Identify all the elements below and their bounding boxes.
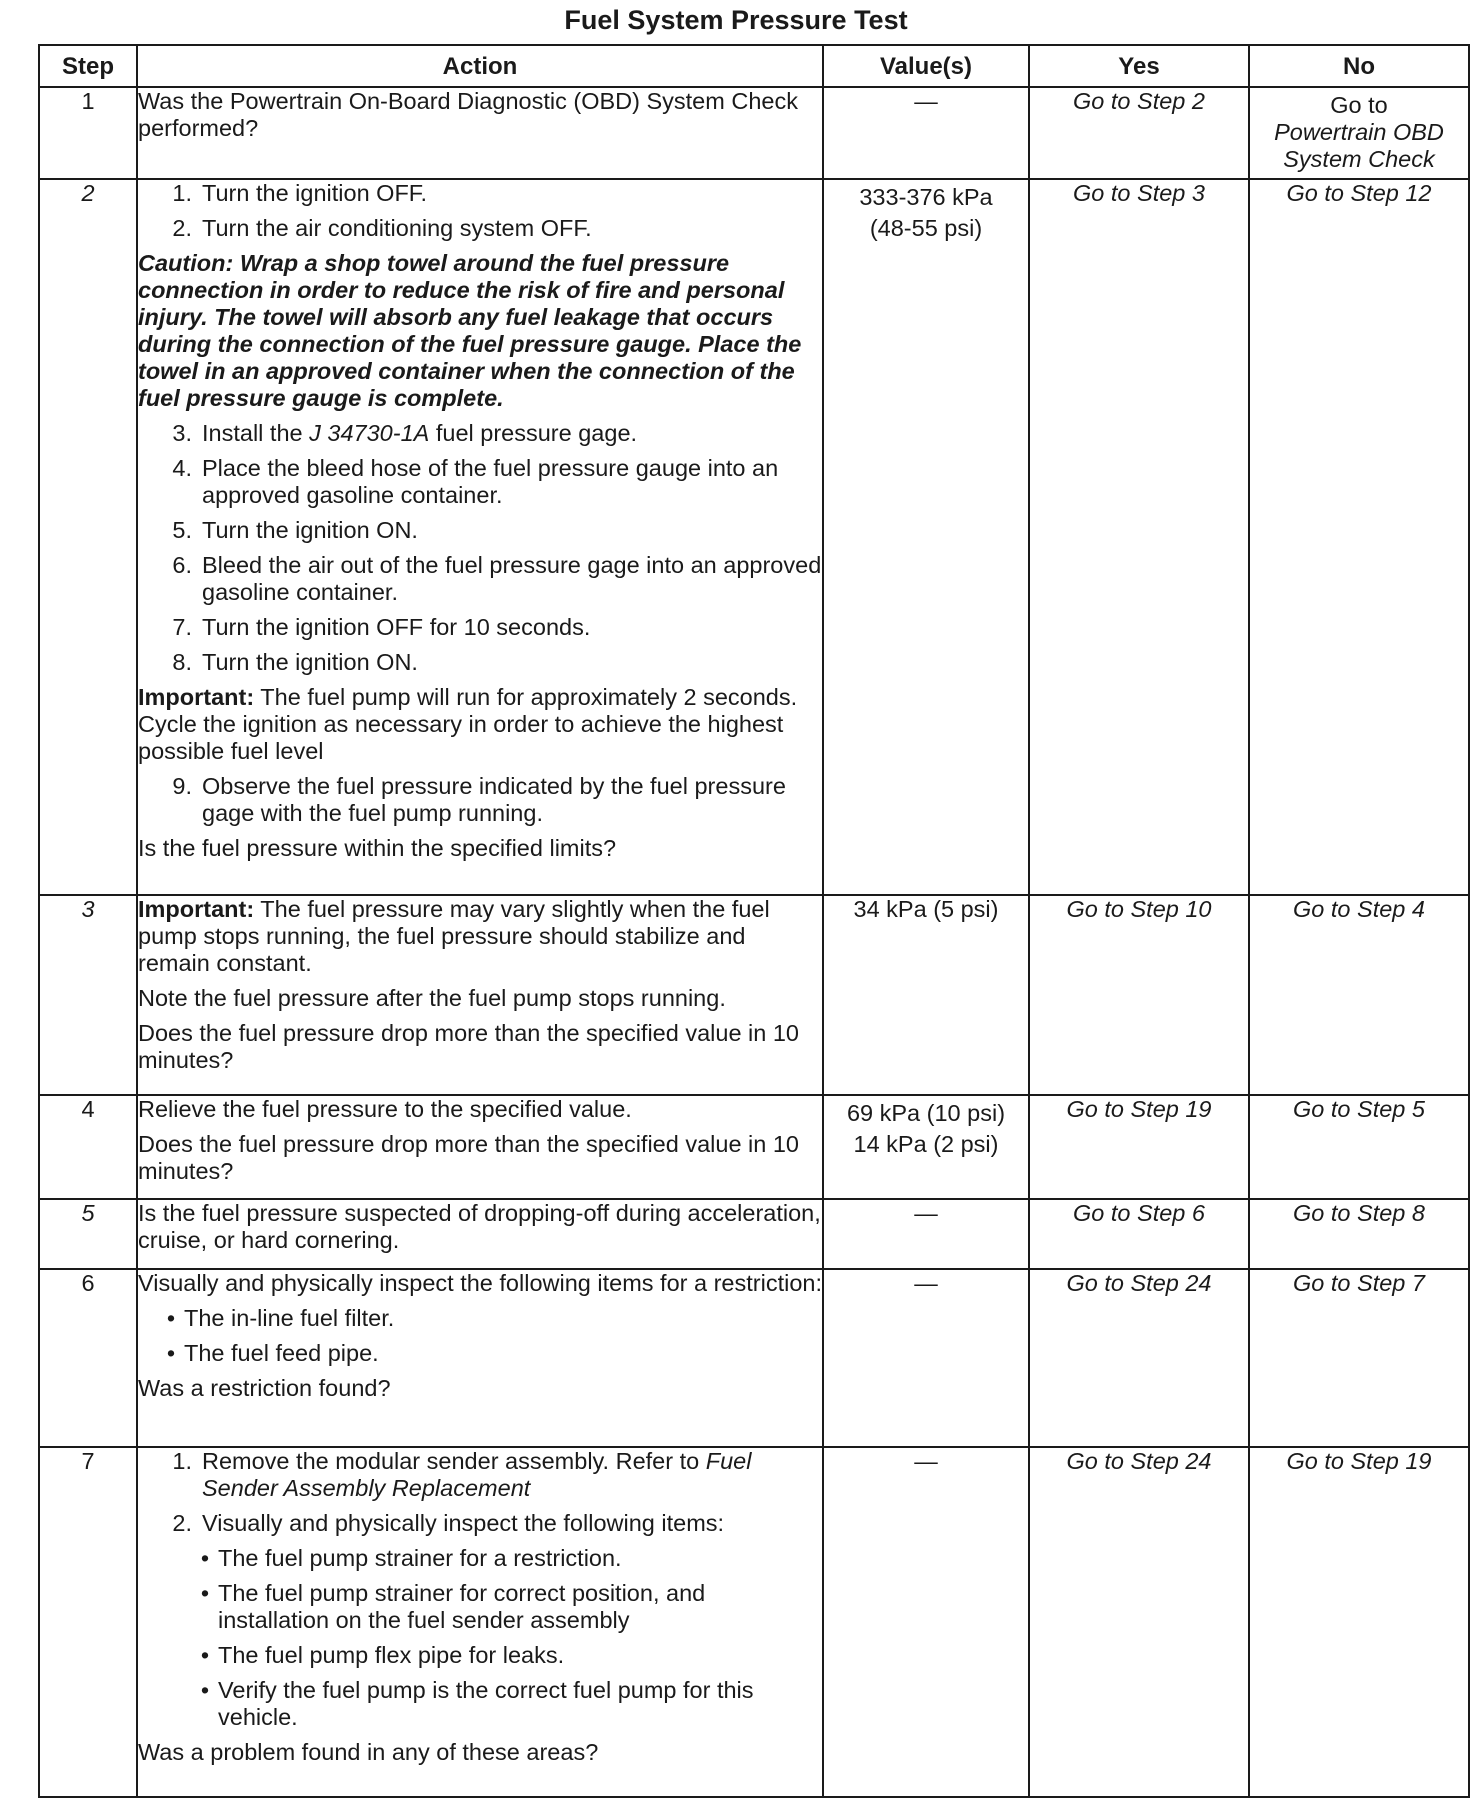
no-link[interactable]: Go to Step 8 <box>1249 1199 1469 1269</box>
header-yes: Yes <box>1029 45 1249 87</box>
step-number: 1 <box>39 87 137 179</box>
no-go-to: Go to <box>1330 92 1388 118</box>
list-item: 4. Place the bleed hose of the fuel pressure gauge into an approved gasoline container. <box>172 455 779 508</box>
action-cell <box>137 1095 823 1199</box>
list-item: 7. Turn the ignition OFF for 10 seconds. <box>172 614 591 640</box>
yes-link[interactable]: Go to Step 24 <box>1029 1447 1249 1797</box>
note: Note the fuel pressure after the fuel pump stops running. <box>138 985 726 1011</box>
question: Does the fuel pressure drop more than the specified value in 10 minutes? <box>138 1131 800 1184</box>
action-cell <box>137 1447 823 1797</box>
action-cell <box>137 87 823 179</box>
value-cell: — <box>823 1447 1029 1797</box>
question: Is the fuel pressure suspected of dropping-off during acceleration, cruise, or hard cornering. <box>138 1200 821 1253</box>
list-item: 9. Observe the fuel pressure indicated by the fuel pressure gage with the fuel pump running. <box>172 773 786 826</box>
header-no: No <box>1249 45 1469 87</box>
no-link-obd-check[interactable]: Powertrain OBD System Check <box>1274 119 1444 172</box>
list-item: 1. Remove the modular sender assembly. Refer to Fuel Sender Assembly Replacement <box>172 1448 752 1501</box>
table-row-step-5 <box>39 1199 1469 1269</box>
action-cell <box>137 1199 823 1269</box>
list-item: 3. Install the J 34730-1A fuel pressure gage. <box>172 420 638 446</box>
header-step: Step <box>39 45 137 87</box>
action-cell <box>137 1269 823 1447</box>
no-link[interactable]: Go to Step 7 <box>1249 1269 1469 1447</box>
question: Was a restriction found? <box>138 1375 391 1401</box>
table-row-step-6 <box>39 1269 1469 1447</box>
value-psi: (48-55 psi) <box>869 215 983 241</box>
list-item: 8. Turn the ignition ON. <box>172 649 418 675</box>
list-item: • The in-line fuel filter. <box>166 1305 395 1331</box>
action-cell <box>137 895 823 1095</box>
step-number: 7 <box>39 1447 137 1797</box>
instruction: Visually and physically inspect the following items for a restriction: <box>138 1270 822 1296</box>
value-drop: 14 kPa (2 psi) <box>853 1131 999 1157</box>
table-header-row <box>39 45 1469 87</box>
procedure-reference: Fuel Sender Assembly Replacement <box>202 1448 752 1501</box>
list-item: 5. Turn the ignition ON. <box>172 517 418 543</box>
header-values: Value(s) <box>823 45 1029 87</box>
no-link[interactable]: Go to Step 12 <box>1249 179 1469 895</box>
question: Does the fuel pressure drop more than the specified value in 10 minutes? <box>138 1020 800 1073</box>
caution-note: Caution: Wrap a shop towel around the fuel pressure connection in order to reduce the risk of fire and personal injury. The towel will absorb any fuel leakage that occurs during the connection of the fuel pressure gauge. Place the towel in an approved container when the connection of the fuel pressure gauge is complete. <box>138 250 802 411</box>
value-cell <box>823 179 1029 895</box>
list-item: • The fuel pump strainer for a restriction. <box>200 1545 622 1571</box>
yes-link[interactable]: Go to Step 24 <box>1029 1269 1249 1447</box>
value-cell: 34 kPa (5 psi) <box>823 895 1029 1095</box>
list-item: 6. Bleed the air out of the fuel pressure gage into an approved gasoline container. <box>172 552 822 605</box>
list-item: • The fuel pump strainer for correct position, and installation on the fuel sender assembly <box>200 1580 706 1633</box>
list-item: • The fuel pump flex pipe for leaks. <box>200 1642 565 1668</box>
list-item: 2. Visually and physically inspect the following items: <box>172 1510 725 1536</box>
yes-link[interactable]: Go to Step 3 <box>1029 179 1249 895</box>
table-row-step-4 <box>39 1095 1469 1199</box>
value-cell: — <box>823 1269 1029 1447</box>
no-link[interactable]: Go to Step 19 <box>1249 1447 1469 1797</box>
table-row-step-2 <box>39 179 1469 895</box>
question: Is the fuel pressure within the specified limits? <box>138 835 617 861</box>
value-cell <box>823 1095 1029 1199</box>
list-item: 2. Turn the air conditioning system OFF. <box>172 215 592 241</box>
yes-link[interactable]: Go to Step 6 <box>1029 1199 1249 1269</box>
list-item: • Verify the fuel pump is the correct fuel pump for this vehicle. <box>200 1677 754 1730</box>
instruction: Relieve the fuel pressure to the specified value. <box>138 1096 632 1122</box>
question: Was the Powertrain On-Board Diagnostic (OBD) System Check performed? <box>138 88 798 141</box>
value-cell: — <box>823 87 1029 179</box>
tool-reference: J 34730-1A <box>309 420 430 446</box>
no-link[interactable]: Go to Step 4 <box>1249 895 1469 1095</box>
step-number: 4 <box>39 1095 137 1199</box>
important-note: Important: The fuel pump will run for approximately 2 seconds. Cycle the ignition as necessary in order to achieve the highest possible fuel level <box>138 684 798 764</box>
question: Was a problem found in any of these areas? <box>138 1739 599 1765</box>
step-number: 5 <box>39 1199 137 1269</box>
page-title: Fuel System Pressure Test <box>564 5 908 35</box>
table-row-step-7 <box>39 1447 1469 1797</box>
value-kpa: 333-376 kPa <box>859 184 993 210</box>
value-cell: — <box>823 1199 1029 1269</box>
action-cell <box>137 179 823 895</box>
no-link[interactable]: Go to Step 5 <box>1249 1095 1469 1199</box>
yes-link[interactable]: Go to Step 19 <box>1029 1095 1249 1199</box>
header-action: Action <box>137 45 823 87</box>
step-number: 3 <box>39 895 137 1095</box>
diagnostic-table <box>38 44 1470 1798</box>
step-number: 6 <box>39 1269 137 1447</box>
value-relieve: 69 kPa (10 psi) <box>846 1100 1006 1126</box>
no-cell[interactable] <box>1249 87 1469 179</box>
important-note: Important: The fuel pressure may vary slightly when the fuel pump stops running, the fuel pressure should stabilize and remain constant. <box>138 896 770 976</box>
list-item: • The fuel feed pipe. <box>166 1340 379 1366</box>
table-row-step-1 <box>39 87 1469 179</box>
yes-link[interactable]: Go to Step 10 <box>1029 895 1249 1095</box>
yes-link[interactable]: Go to Step 2 <box>1029 87 1249 179</box>
step-number: 2 <box>39 179 137 895</box>
list-item: 1. Turn the ignition OFF. <box>172 180 428 206</box>
table-row-step-3 <box>39 895 1469 1095</box>
